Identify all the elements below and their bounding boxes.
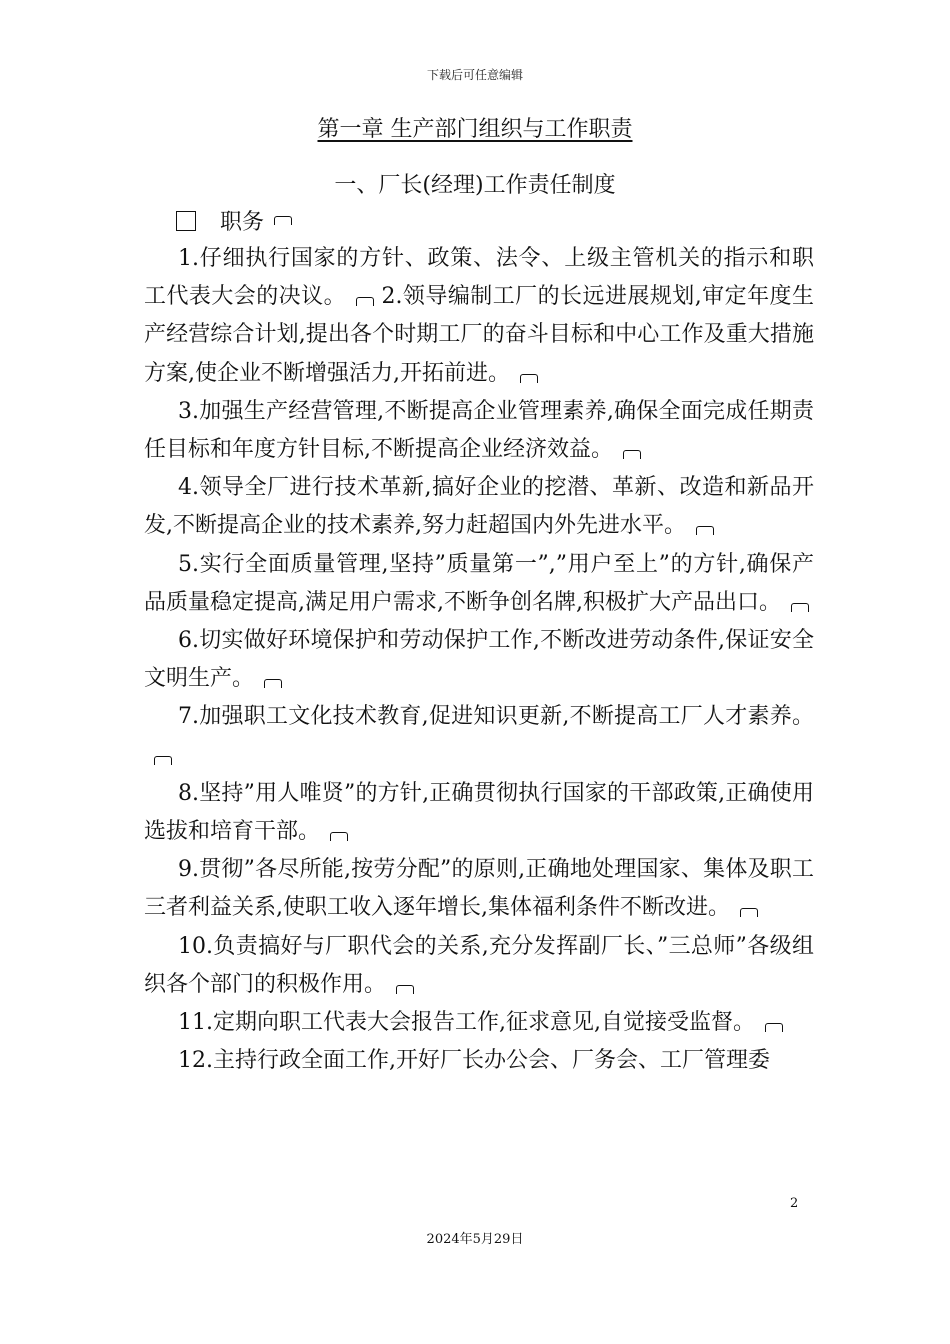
page-number: 2 [790,1196,799,1211]
footer-date: 2024年5月29日 [426,1232,524,1247]
duty-item-11: 11.定期向职工代表大会报告工作,征求意见,自觉接受监督。 [178,1010,755,1036]
duty-paragraph [144,775,814,851]
duty-paragraph [144,1004,814,1042]
duty-item-1: 1.仔细执行国家的方针、政策、法令、上级主管机关的指示和职工代表大会的决议。 [144,246,814,310]
duty-paragraph [144,240,814,393]
duty-item-10: 10.负责搞好与厂职代会的关系,充分发挥副厂长、”三总师”各级组织各个部门的积极作用。 [144,933,814,997]
chapter-title: 第一章 生产部门组织与工作职责 [317,117,633,142]
duty-item-7: 7.加强职工文化技术教育,促进知识更新,不断提高工厂人才素养。 [178,704,814,730]
duty-paragraph [144,851,814,927]
return-mark-icon [623,450,641,459]
duty-paragraph [144,622,814,698]
return-mark-icon [740,908,758,917]
duties-heading [176,205,292,236]
return-mark-icon [154,756,172,765]
duty-paragraph [144,1042,814,1080]
duty-item-12: 12.主持行政全面工作,开好厂长办公会、厂务会、工厂管理委 [178,1048,770,1074]
duty-item-3: 3.加强生产经营管理,不断提高企业管理素养,确保全面完成任期责任目标和年度方针目标,不断提高企业经济效益。 [144,398,814,463]
page-header: 下载后可任意编辑 [426,68,523,82]
duty-item-8: 8.坚持”用人唯贤”的方针,正确贯彻执行国家的干部政策,正确使用选拔和培育干部。 [144,780,814,845]
checkbox-icon [176,211,196,231]
duties-list [144,240,814,1080]
duty-paragraph [144,928,814,1004]
return-mark-icon [765,1023,783,1032]
return-mark-icon [356,297,374,306]
return-mark-icon [520,374,538,383]
return-mark-icon [264,679,282,688]
return-mark-icon [791,603,809,612]
duty-item-9: 9.贯彻”各尽所能,按劳分配”的原则,正确地处理国家、集体及职工三者利益关系,使职工收入逐年增长,集体福利条件不断改进。 [144,857,814,921]
duty-item-5: 5.实行全面质量管理,坚持”质量第一”,”用户至上”的方针,确保产品质量稳定提高,满足用户需求,不断争创名牌,积极扩大产品出口。 [144,551,814,615]
return-mark-icon [696,526,714,535]
duty-paragraph [144,469,814,545]
return-mark-icon [396,985,414,994]
return-mark-icon [274,216,292,225]
duty-item-4: 4.领导全厂进行技术革新,搞好企业的挖潜、革新、改造和新品开发,不断提高企业的技术素养,努力赶超国内外先进水平。 [144,475,814,539]
section-title: 一、厂长(经理)工作责任制度 [334,173,616,198]
duty-paragraph [144,698,814,774]
duties-label: 职务 [220,210,265,235]
return-mark-icon [330,832,348,841]
duty-item-2: 2.领导编制工厂的长远进展规划,审定年度生产经营综合计划,提出各个时期工厂的奋斗目标和中心工作及重大措施方案,使企业不断增强活力,开拓前进。 [144,284,814,386]
duty-item-6: 6.切实做好环境保护和劳动保护工作,不断改进劳动条件,保证安全文明生产。 [144,628,814,692]
duty-paragraph [144,546,814,622]
duty-paragraph [144,393,814,469]
